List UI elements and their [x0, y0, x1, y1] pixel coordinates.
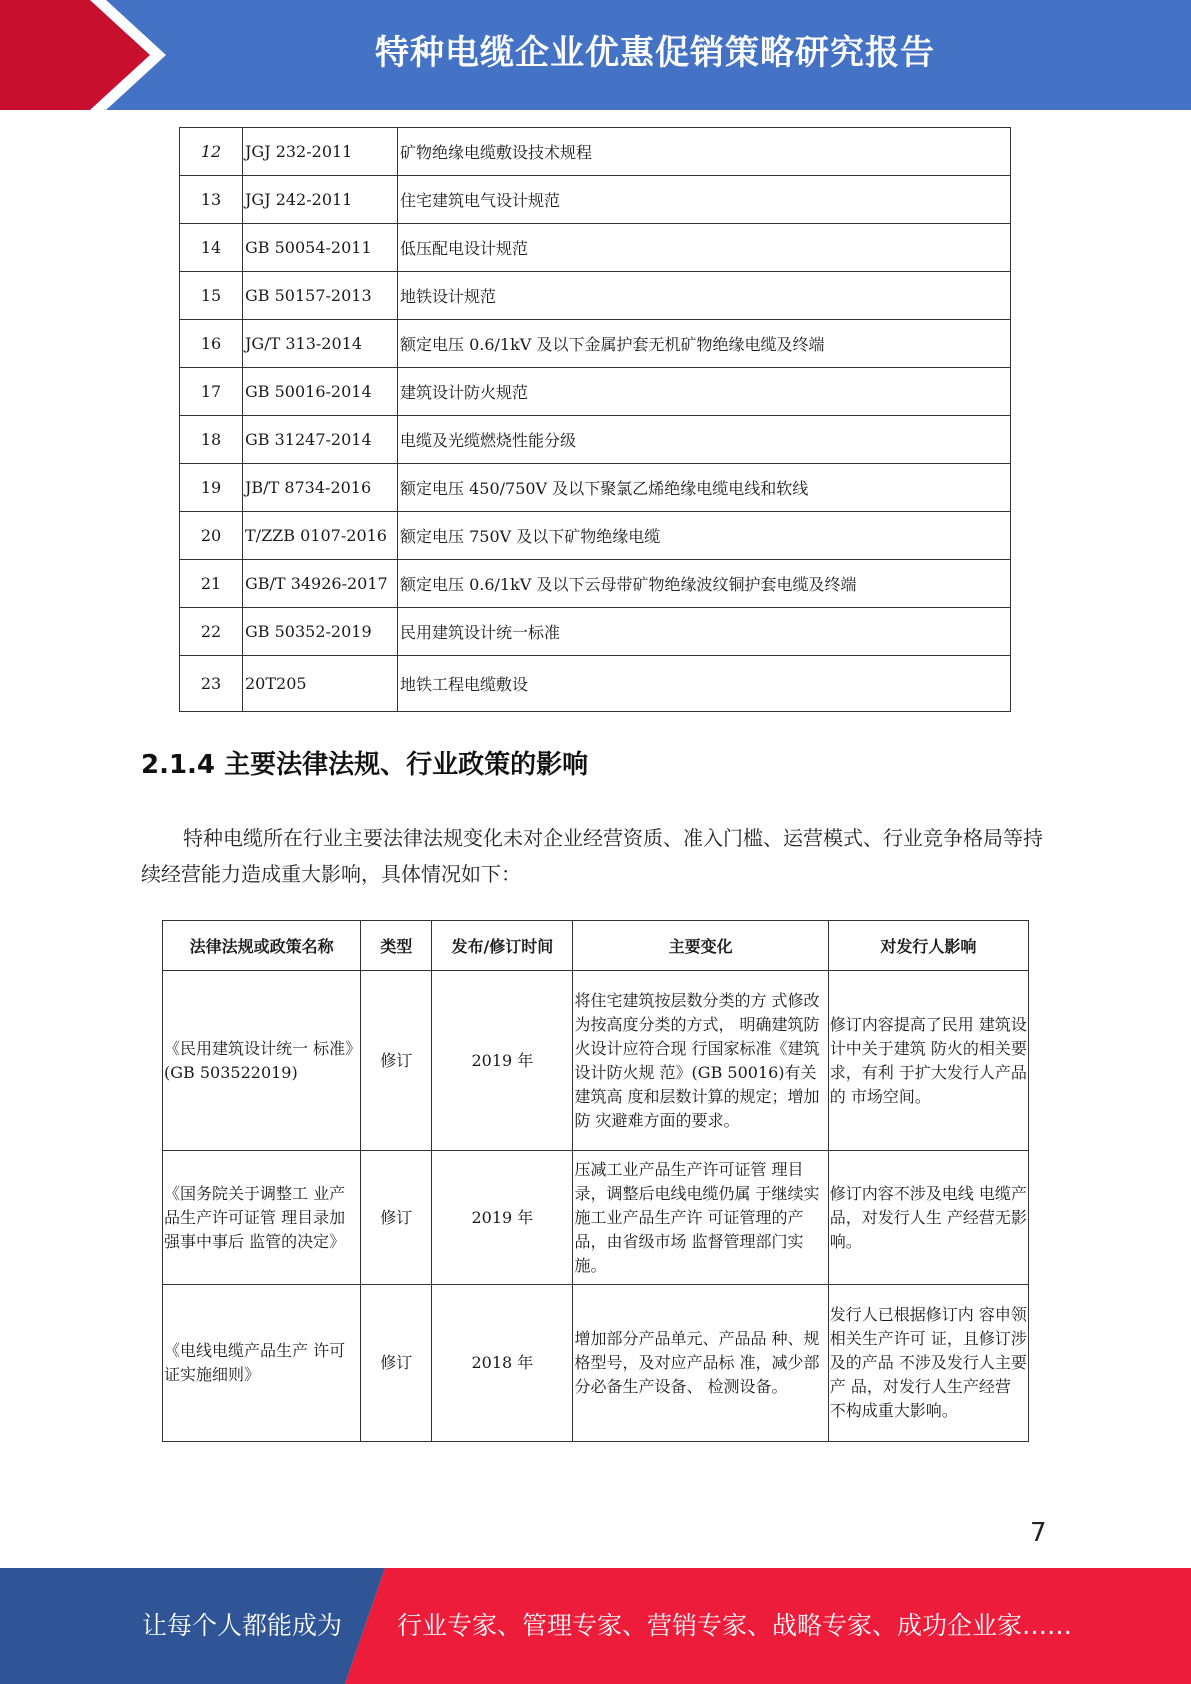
standard-name-cell: 额定电压 450/750V 及以下聚氯乙烯绝缘电缆电线和软线 — [398, 464, 1011, 512]
page-header — [0, 0, 1191, 110]
policy-name-cell: 《国务院关于调整工 业产品生产许可证管 理目录加强事中事后 监管的决定》 — [163, 1151, 361, 1285]
policy-header-name: 法律法规或政策名称 — [163, 921, 361, 971]
policy-header-impact: 对发行人影响 — [828, 921, 1028, 971]
policy-change-cell: 压减工业产品生产许可证管 理目录，调整后电线电缆仍属 于继续实施工业产品生产许 可证管理的产品，由省级市场 监督管理部门实施。 — [573, 1151, 828, 1285]
footer-slogan-left: 让每个人都能成为 — [142, 1611, 343, 1640]
policy-date-cell: 2019 年 — [432, 1151, 573, 1285]
table-row — [180, 464, 1011, 512]
standard-number-cell: 18 — [180, 416, 243, 464]
table-row — [180, 656, 1011, 712]
policy-header-change: 主要变化 — [573, 921, 828, 971]
table-row — [180, 176, 1011, 224]
standard-number-cell: 15 — [180, 272, 243, 320]
policy-impact-cell: 修订内容提高了民用 建筑设计中关于建筑 防火的相关要求，有利 于扩大发行人产品的 市场空间。 — [828, 971, 1028, 1151]
table-row — [180, 560, 1011, 608]
policy-header-type: 类型 — [361, 921, 432, 971]
standard-number-cell: 12 — [180, 128, 243, 176]
page-footer — [0, 1568, 1191, 1684]
standard-name-cell: 地铁设计规范 — [398, 272, 1011, 320]
section-paragraph: 特种电缆所在行业主要法律法规变化未对企业经营资质、准入门槛、运营模式、行业竞争格局等持续经营能力造成重大影响，具体情况如下： — [141, 826, 1043, 886]
standard-code-cell: GB 50016-2014 — [243, 368, 398, 416]
standard-name-cell: 额定电压 750V 及以下矿物绝缘电缆 — [398, 512, 1011, 560]
standard-number-cell: 21 — [180, 560, 243, 608]
standard-name-cell: 民用建筑设计统一标准 — [398, 608, 1011, 656]
policy-change-cell: 增加部分产品单元、产品品 种、规格型号，及对应产品标 准，减少部分必备生产设备、 检测设备。 — [573, 1285, 828, 1442]
standard-number-cell: 17 — [180, 368, 243, 416]
standard-code-cell: 20T205 — [243, 656, 398, 712]
standard-number-cell: 22 — [180, 608, 243, 656]
table-row — [180, 368, 1011, 416]
policy-date-cell: 2019 年 — [432, 971, 573, 1151]
standard-code-cell: GB 50157-2013 — [243, 272, 398, 320]
standard-code-cell: GB/T 34926-2017 — [243, 560, 398, 608]
table-row — [180, 272, 1011, 320]
policy-type-cell: 修订 — [361, 1285, 432, 1442]
policy-table-header-row — [163, 921, 1029, 971]
standard-name-cell: 住宅建筑电气设计规范 — [398, 176, 1011, 224]
standard-code-cell: JGJ 242-2011 — [243, 176, 398, 224]
policy-type-cell: 修订 — [361, 971, 432, 1151]
standard-name-cell: 矿物绝缘电缆敷设技术规程 — [398, 128, 1011, 176]
table-row — [163, 971, 1029, 1151]
policy-header-date: 发布/修订时间 — [432, 921, 573, 971]
standard-code-cell: GB 50352-2019 — [243, 608, 398, 656]
header-title: 特种电缆企业优惠促销策略研究报告 — [375, 33, 935, 73]
standard-code-cell: JG/T 313-2014 — [243, 320, 398, 368]
policy-impact-cell: 修订内容不涉及电线 电缆产品，对发行人生 产经营无影响。 — [828, 1151, 1028, 1285]
table-row — [163, 1151, 1029, 1285]
standard-code-cell: JB/T 8734-2016 — [243, 464, 398, 512]
standard-number-cell: 14 — [180, 224, 243, 272]
standard-number-cell: 19 — [180, 464, 243, 512]
standard-name-cell: 额定电压 0.6/1kV 及以下金属护套无机矿物绝缘电缆及终端 — [398, 320, 1011, 368]
policy-table — [162, 920, 1029, 1442]
page-number: 7 — [1030, 1518, 1047, 1548]
policy-date-cell: 2018 年 — [432, 1285, 573, 1442]
policy-type-cell: 修订 — [361, 1151, 432, 1285]
table-row — [180, 608, 1011, 656]
section-title: 2.1.4 主要法律法规、行业政策的影响 — [141, 750, 589, 780]
standard-name-cell: 低压配电设计规范 — [398, 224, 1011, 272]
policy-change-cell: 将住宅建筑按层数分类的方 式修改为按高度分类的方式， 明确建筑防火设计应符合现 行国家标准《建筑设计防火规 范》(GB 50016)有关建筑高 度和层数计算的规定；增加防 灾避难方面的要求。 — [573, 971, 828, 1151]
table-row — [163, 1285, 1029, 1442]
standards-table — [179, 127, 1011, 712]
standard-number-cell: 20 — [180, 512, 243, 560]
standard-number-cell: 13 — [180, 176, 243, 224]
standard-number-cell: 23 — [180, 656, 243, 712]
table-row — [180, 320, 1011, 368]
standard-name-cell: 地铁工程电缆敷设 — [398, 656, 1011, 712]
policy-name-cell: 《电线电缆产品生产 许可证实施细则》 — [163, 1285, 361, 1442]
policy-name-cell: 《民用建筑设计统一 标准》(GB 503522019) — [163, 971, 361, 1151]
standard-name-cell: 电缆及光缆燃烧性能分级 — [398, 416, 1011, 464]
standard-name-cell: 额定电压 0.6/1kV 及以下云母带矿物绝缘波纹铜护套电缆及终端 — [398, 560, 1011, 608]
standard-number-cell: 16 — [180, 320, 243, 368]
policy-impact-cell: 发行人已根据修订内 容申领相关生产许可 证，且修订涉及的产品 不涉及发行人主要产 品，对发行人生产经营 不构成重大影响。 — [828, 1285, 1028, 1442]
table-row — [180, 128, 1011, 176]
table-row — [180, 512, 1011, 560]
standard-code-cell: GB 50054-2011 — [243, 224, 398, 272]
standard-name-cell: 建筑设计防火规范 — [398, 368, 1011, 416]
standard-code-cell: T/ZZB 0107-2016 — [243, 512, 398, 560]
standard-code-cell: JGJ 232-2011 — [243, 128, 398, 176]
table-row — [180, 416, 1011, 464]
standard-code-cell: GB 31247-2014 — [243, 416, 398, 464]
footer-slogan-right: 行业专家、管理专家、营销专家、战略专家、成功企业家…… — [397, 1611, 1073, 1640]
table-row — [180, 224, 1011, 272]
